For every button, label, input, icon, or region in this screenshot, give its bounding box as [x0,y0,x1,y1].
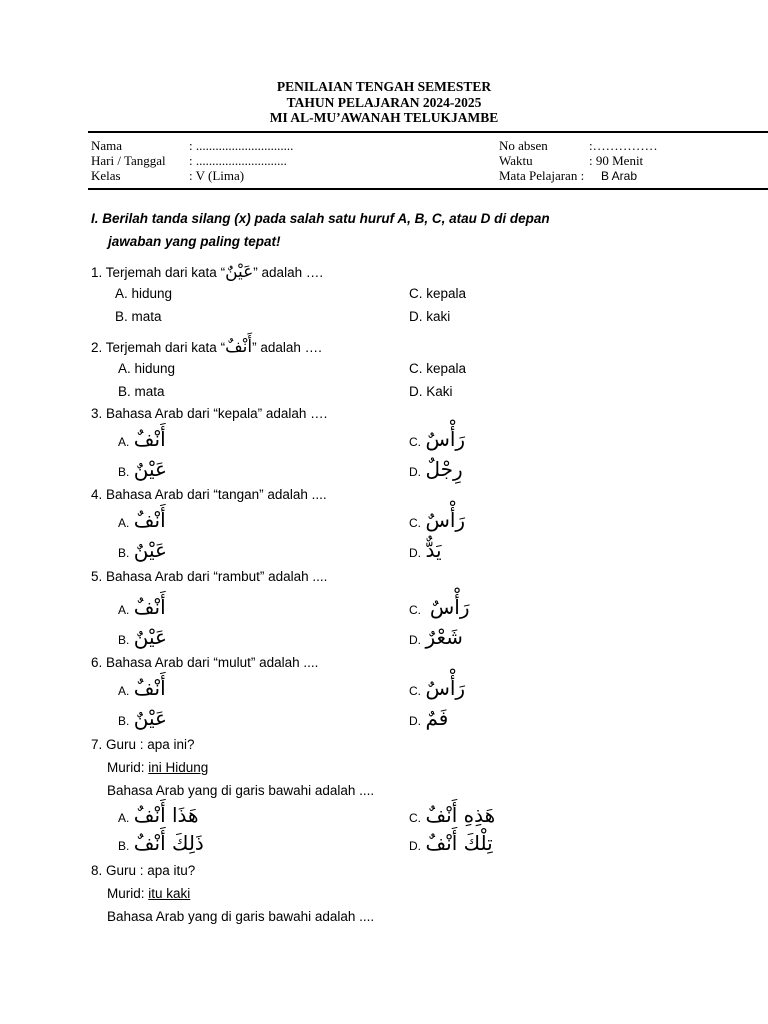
mapel-label: Mata Pelajaran : [499,168,585,183]
q1-option-d: D. kaki [409,309,451,324]
q4-option-c: C. رَأْسٌ [409,508,466,532]
nama-value: : .............................. [189,138,294,153]
q3-option-c: C. رَأْسٌ [409,427,466,451]
nama-label: Nama [91,138,123,153]
q4-option-d: D. يَدٌّ [409,538,442,562]
question-4: 4. Bahasa Arab dari “tangan” adalah .... [91,487,327,502]
bottom-rule [88,188,768,190]
q6-option-a: A. أَنْفٌ [118,676,166,700]
waktu-label: Waktu [499,153,533,168]
question-7: 7. Guru : apa ini? [91,737,195,752]
header-school: MI AL-MU’AWANAH TELUKJAMBE [269,110,499,125]
hari-value: : ............................ [189,153,287,168]
absen-label: No absen [499,138,548,153]
q7-murid: Murid: ini Hidung [107,760,209,775]
q1-option-c: C. kepala [409,286,467,301]
q5-option-b: B. عَيْنٌ [118,625,167,649]
q1-option-a: A. hidung [115,286,173,301]
instruction-line1: I. Berilah tanda silang (x) pada salah satu huruf A, B, C, atau D di depan [91,211,550,226]
question-2: 2. Terjemah dari kata “أَنْفٌ” adalah …. [91,337,322,357]
q2-option-c: C. kepala [409,361,467,376]
question-3: 3. Bahasa Arab dari “kepala” adalah …. [91,406,328,421]
waktu-value: : 90 Menit [589,153,644,168]
q7-option-a: A. هَذَا أَنْفٌ [118,803,199,827]
q3-option-b: B. عَيْنٌ [118,457,167,481]
header-year: TAHUN PELAJARAN 2024-2025 [286,95,482,110]
q8-instruction: Bahasa Arab yang di garis bawahi adalah .... [107,909,375,924]
q4-option-a: A. أَنْفٌ [118,508,166,532]
q6-option-b: B. عَيْنٌ [118,706,167,730]
top-rule [88,131,768,133]
q2-arabic: أَنْفٌ [225,337,253,357]
q5-option-c: C. رَأْسٌ [409,595,470,619]
question-5: 5. Bahasa Arab dari “rambut” adalah .... [91,569,328,584]
q2-option-b: B. mata [118,384,165,399]
q1-arabic: عَيْنٌ [225,262,254,282]
mapel-value: B Arab [601,169,638,183]
hari-label: Hari / Tanggal [91,153,166,168]
q2-option-a: A. hidung [118,361,176,376]
q3-option-d: D. رِجْلٌ [409,457,463,481]
q7-option-d: D. تِلْكَ أَنْفٌ [409,831,493,855]
q3-option-a: A. أَنْفٌ [118,427,166,451]
question-6: 6. Bahasa Arab dari “mulut” adalah .... [91,655,319,670]
absen-value: :…………… [589,138,658,153]
q7-underlined-answer: ini Hidung [148,760,209,775]
kelas-value: : V (Lima) [189,168,245,183]
q4-option-b: B. عَيْنٌ [118,538,167,562]
instruction-line2: jawaban yang paling tepat! [108,234,281,249]
q8-murid: Murid: itu kaki [107,886,191,901]
q8-underlined-answer: itu kaki [148,886,191,901]
q6-option-d: D. فَمٌ [409,706,449,730]
q7-option-b: B. ذَلِكَ أَنْفٌ [118,831,204,855]
question-1: 1. Terjemah dari kata “عَيْنٌ” adalah …. [91,262,324,282]
q5-option-d: D. شَعْرٌ [409,625,463,649]
kelas-label: Kelas [91,168,121,183]
q2-option-d: D. Kaki [409,384,453,399]
q7-option-c: C. هَذِهِ أَنْفٌ [409,803,496,827]
question-8: 8. Guru : apa itu? [91,863,196,878]
header-title: PENILAIAN TENGAH SEMESTER [276,79,492,94]
q6-option-c: C. رَأْسٌ [409,676,466,700]
q1-option-b: B. mata [115,309,162,324]
q5-option-a: A. أَنْفٌ [118,595,166,619]
q7-instruction: Bahasa Arab yang di garis bawahi adalah .... [107,783,375,798]
